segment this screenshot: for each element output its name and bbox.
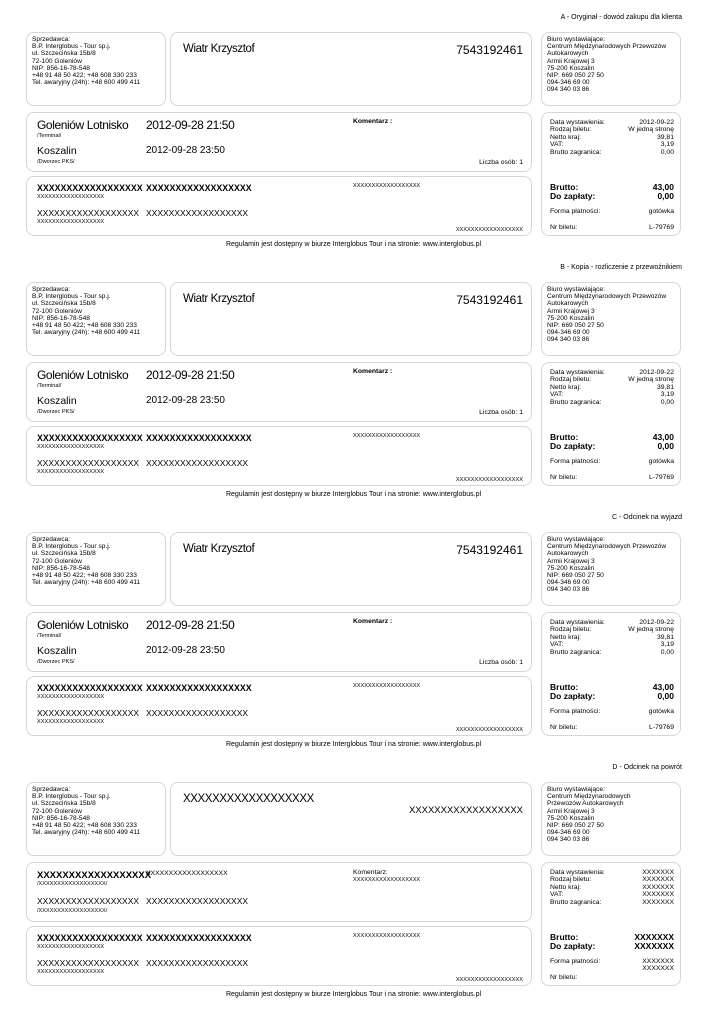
segments-box — [26, 176, 532, 236]
segments-box — [26, 426, 532, 486]
section-header: A - Oryginał - dowód zakupu dla klienta — [560, 14, 682, 21]
segment-1-c: XXXXXXXXXXXXXXXXXX — [353, 933, 421, 939]
segment-2-b: XXXXXXXXXXXXXXXXXX — [146, 208, 249, 218]
info-row — [550, 634, 674, 641]
office-line: 75-200 Koszalin — [547, 564, 595, 572]
info-label: VAT: — [550, 141, 564, 149]
info-label: Brutto zagranica: — [550, 398, 602, 406]
seller-line: B.P. Interglobus - Tour sp.j. — [32, 793, 111, 801]
persons-count: Liczba osób: 1 — [479, 659, 523, 666]
arrival-stop: /XXXXXXXXXXXXXXXXXX/ — [37, 908, 108, 914]
passenger-name: Wiatr Krzysztof — [183, 43, 255, 55]
info-value: XXXXXXX — [642, 869, 674, 876]
info-value: XXXXXXX — [642, 898, 674, 906]
ticket-number-label: Nr biletu: — [550, 724, 578, 731]
office-line: Biuro wystawiające: — [547, 286, 605, 293]
info-row — [550, 891, 674, 898]
departure-datetime: 2012-09-28 21:50 — [146, 618, 235, 632]
segment-1-a: XXXXXXXXXXXXXXXXXX — [37, 933, 143, 943]
ticket-number-row — [550, 724, 674, 731]
info-value: 0,00 — [660, 648, 674, 656]
info-label: Data wystawienia: — [550, 119, 605, 126]
passenger-name: Wiatr Krzysztof — [183, 293, 255, 305]
to-pay-label: Do zapłaty: — [550, 941, 596, 951]
departure-stop: /Terminal/ — [37, 133, 62, 139]
info-label: VAT: — [550, 891, 564, 899]
ticket-section — [0, 16, 724, 266]
terms-footer: Regulamin jest dostępny w biurze Interglobus Tour i na stronie: www.interglobus.pl — [225, 241, 482, 248]
info-label: Data wystawienia: — [550, 369, 605, 376]
departure-city: Goleniów Lotnisko — [37, 368, 129, 382]
segment-1-b: XXXXXXXXXXXXXXXXXX — [146, 433, 252, 443]
ticket-section — [0, 766, 724, 1016]
info-row — [550, 649, 674, 656]
segment-1-c: XXXXXXXXXXXXXXXXXX — [353, 433, 421, 439]
route-box — [26, 362, 532, 422]
office-line: NIP: 669 050 27 50 — [547, 572, 604, 580]
info-value: 0,00 — [660, 148, 674, 156]
info-value: 3,19 — [660, 141, 674, 149]
ticket-code: 7543192461 — [456, 293, 523, 307]
info-value: 39,81 — [656, 133, 674, 141]
office-line: Centrum Międzynarodowych Przewozów — [547, 293, 667, 301]
ticket-code: 7543192461 — [456, 43, 523, 57]
comment-label: Komentarz: — [353, 869, 388, 876]
comment-value: XXXXXXXXXXXXXXXXXX — [353, 877, 421, 883]
to-pay-row — [550, 942, 674, 951]
info-value: 0,00 — [660, 398, 674, 406]
info-value: XXXXXXX — [642, 876, 674, 884]
seller-line: Sprzedawca: — [32, 286, 71, 293]
ticket-number-row — [550, 474, 674, 481]
seller-line: Tel. awaryjny (24h): +48 600 499 411 — [32, 579, 141, 587]
segment-1-b: XXXXXXXXXXXXXXXXXX — [146, 933, 252, 943]
seller-line: ul. Szczecińska 15b/8 — [32, 800, 96, 808]
payment-form-label: Forma płatności: — [550, 458, 601, 465]
info-row — [550, 149, 674, 156]
seller-line: B.P. Interglobus - Tour sp.j. — [32, 543, 111, 551]
segment-1-c: XXXXXXXXXXXXXXXXXX — [353, 183, 421, 189]
segment-2-sub: XXXXXXXXXXXXXXXXXX — [37, 219, 105, 225]
departure-stop: /Terminal/ — [37, 633, 62, 639]
payment-form-value: gotówka — [648, 708, 674, 715]
seller-box — [26, 532, 166, 606]
info-row — [550, 391, 674, 398]
info-row — [550, 376, 674, 383]
to-pay-value: XXXXXXX — [634, 941, 674, 951]
info-value: 2012-09-22 — [639, 119, 674, 126]
info-row — [550, 899, 674, 906]
info-value: W jedną stronę — [628, 376, 674, 384]
ticket-code: XXXXXXXXXXXXXXXXXX — [408, 805, 523, 816]
seller-box — [26, 32, 166, 106]
payment-box — [541, 612, 681, 736]
seller-line: ul. Szczecińska 15b/8 — [32, 550, 96, 558]
payment-form-label: Forma płatności: — [550, 708, 601, 715]
office-line: Centrum Międzynarodowych Przewozów — [547, 543, 667, 551]
issuing-office-box — [541, 532, 681, 606]
office-line: NIP: 669 050 27 50 — [547, 822, 604, 830]
payment-form-label: Forma płatności: — [550, 958, 601, 965]
departure-city: Goleniów Lotnisko — [37, 618, 129, 632]
arrival-datetime: 2012-09-28 23:50 — [146, 645, 225, 656]
info-value: XXXXXXX — [642, 883, 674, 891]
office-line: Autokarowych — [547, 300, 589, 308]
passenger-box — [170, 782, 532, 856]
departure-city: XXXXXXXXXXXXXXXXXX — [37, 870, 152, 881]
segment-2-b: XXXXXXXXXXXXXXXXXX — [146, 708, 249, 718]
to-pay-row — [550, 692, 674, 701]
route-box — [26, 612, 532, 672]
info-row — [550, 641, 674, 648]
office-line: Autokarowych — [547, 50, 589, 58]
payment-form-row — [550, 958, 674, 973]
info-value: 2012-09-22 — [639, 619, 674, 626]
departure-stop: /XXXXXXXXXXXXXXXXXX/ — [37, 881, 108, 887]
ticket-number-label: Nr biletu: — [550, 224, 578, 231]
passenger-name: XXXXXXXXXXXXXXXXXX — [183, 793, 314, 805]
payment-form-row — [550, 208, 674, 215]
office-line: 75-200 Koszalin — [547, 814, 595, 822]
seller-box — [26, 282, 166, 356]
office-line: Armii Krajowej 3 — [547, 807, 595, 815]
brutto-value: XXXXXXX — [634, 932, 674, 942]
segment-2-b: XXXXXXXXXXXXXXXXXX — [146, 458, 249, 468]
arrival-city: Koszalin — [37, 145, 77, 157]
payment-form-row — [550, 458, 674, 465]
office-line: Armii Krajowej 3 — [547, 307, 595, 315]
segment-1-a: XXXXXXXXXXXXXXXXXX — [37, 683, 143, 693]
ticket-section — [0, 516, 724, 766]
ticket-number-row — [550, 224, 674, 231]
payment-box — [541, 362, 681, 486]
office-line: Centrum Międzynarodowych — [547, 793, 631, 801]
info-value: 3,19 — [660, 641, 674, 649]
office-line: 094 340 03 86 — [547, 836, 590, 844]
info-label: Netto kraj: — [550, 133, 581, 141]
passenger-box — [170, 32, 532, 106]
segments-box — [26, 926, 532, 986]
office-line: Biuro wystawiające: — [547, 36, 605, 43]
payment-form-label: Forma płatności: — [550, 208, 601, 215]
seller-line: ul. Szczecińska 15b/8 — [32, 50, 96, 58]
departure-city: Goleniów Lotnisko — [37, 118, 129, 132]
info-value: 39,81 — [656, 383, 674, 391]
brutto-label: Brutto: — [550, 682, 579, 692]
passenger-box — [170, 532, 532, 606]
to-pay-row — [550, 192, 674, 201]
info-value: W jedną stronę — [628, 626, 674, 634]
info-label: Brutto zagranica: — [550, 898, 602, 906]
segment-2-sub: XXXXXXXXXXXXXXXXXX — [37, 719, 105, 725]
office-line: 094-346 69 00 — [547, 329, 590, 337]
seller-line: B.P. Interglobus - Tour sp.j. — [32, 43, 111, 51]
segment-1-sub: XXXXXXXXXXXXXXXXXX — [37, 444, 105, 450]
info-label: Brutto zagranica: — [550, 648, 602, 656]
ticket-number-label: Nr biletu: — [550, 974, 578, 981]
ticket-number-value: L-79769 — [649, 224, 674, 231]
seller-line: +48 91 48 50 422; +48 608 330 233 — [32, 322, 137, 330]
payment-form-value: XXXXXXX XXXXXXX — [642, 958, 674, 973]
office-line: 094-346 69 00 — [547, 829, 590, 837]
seller-line: +48 91 48 50 422; +48 608 330 233 — [32, 822, 137, 830]
info-label: Netto kraj: — [550, 883, 581, 891]
to-pay-label: Do zapłaty: — [550, 191, 596, 201]
office-line: NIP: 669 050 27 50 — [547, 322, 604, 330]
to-pay-label: Do zapłaty: — [550, 441, 596, 451]
arrival-stop: /Dworzec PKS/ — [37, 659, 75, 665]
arrival-stop: /Dworzec PKS/ — [37, 159, 75, 165]
seller-line: +48 91 48 50 422; +48 608 330 233 — [32, 72, 137, 80]
info-label: Netto kraj: — [550, 383, 581, 391]
departure-datetime: XXXXXXXXXXXXXXXXXX — [146, 870, 228, 877]
info-label: Rodzaj biletu: — [550, 626, 592, 634]
office-line: NIP: 669 050 27 50 — [547, 72, 604, 80]
office-line: Biuro wystawiające: — [547, 786, 605, 793]
ticket-number-value: L-79769 — [649, 474, 674, 481]
arrival-city: Koszalin — [37, 645, 77, 657]
seller-line: Sprzedawca: — [32, 536, 71, 543]
payment-box — [541, 112, 681, 236]
segment-1-sub: XXXXXXXXXXXXXXXXXX — [37, 194, 105, 200]
segment-2-c: XXXXXXXXXXXXXXXXXX — [455, 977, 523, 983]
seller-line: 72-100 Goleniów — [32, 557, 82, 565]
info-row — [550, 876, 674, 883]
office-line: 094-346 69 00 — [547, 79, 590, 87]
seller-line: +48 91 48 50 422; +48 608 330 233 — [32, 572, 137, 580]
seller-line: ul. Szczecińska 15b/8 — [32, 300, 96, 308]
brutto-value: 43,00 — [652, 182, 674, 192]
to-pay-value: 0,00 — [657, 441, 674, 451]
ticket-number-row — [550, 974, 674, 981]
info-label: Rodzaj biletu: — [550, 126, 592, 134]
segment-2-a: XXXXXXXXXXXXXXXXXX — [37, 958, 140, 968]
ticket-number-label: Nr biletu: — [550, 474, 578, 481]
office-line: Centrum Międzynarodowych Przewozów — [547, 43, 667, 51]
section-header: D - Odcinek na powrót — [612, 764, 682, 771]
info-label: VAT: — [550, 391, 564, 399]
section-header: B - Kopia - rozliczenie z przewoźnikiem — [560, 264, 682, 271]
departure-datetime: 2012-09-28 21:50 — [146, 118, 235, 132]
brutto-value: 43,00 — [652, 432, 674, 442]
segment-1-sub: XXXXXXXXXXXXXXXXXX — [37, 694, 105, 700]
seller-line: NIP: 856-16-78-548 — [32, 314, 90, 322]
payment-form-row — [550, 708, 674, 715]
office-line: 094-346 69 00 — [547, 579, 590, 587]
segment-2-a: XXXXXXXXXXXXXXXXXX — [37, 458, 140, 468]
office-line: 094 340 03 86 — [547, 586, 590, 594]
issuing-office-box — [541, 32, 681, 106]
seller-line: Tel. awaryjny (24h): +48 600 499 411 — [32, 829, 141, 837]
info-row — [550, 884, 674, 891]
seller-box — [26, 782, 166, 856]
info-row — [550, 619, 674, 626]
terms-footer: Regulamin jest dostępny w biurze Interglobus Tour i na stronie: www.interglobus.pl — [225, 991, 482, 998]
info-value: XXXXXXX — [642, 891, 674, 899]
passenger-name: Wiatr Krzysztof — [183, 543, 255, 555]
ticket-code: 7543192461 — [456, 543, 523, 557]
info-row — [550, 384, 674, 391]
info-row — [550, 399, 674, 406]
seller-line: NIP: 856-16-78-548 — [32, 64, 90, 72]
segment-2-b: XXXXXXXXXXXXXXXXXX — [146, 958, 249, 968]
seller-line: 72-100 Goleniów — [32, 57, 82, 65]
route-box — [26, 112, 532, 172]
segment-1-sub: XXXXXXXXXXXXXXXXXX — [37, 944, 105, 950]
arrival-city: Koszalin — [37, 395, 77, 407]
arrival-city: XXXXXXXXXXXXXXXXXX — [37, 896, 140, 906]
to-pay-label: Do zapłaty: — [550, 691, 596, 701]
section-header: C - Odcinek na wyjazd — [611, 514, 682, 521]
segment-1-c: XXXXXXXXXXXXXXXXXX — [353, 683, 421, 689]
info-value: 2012-09-22 — [639, 369, 674, 376]
office-line: Autokarowych — [547, 550, 589, 558]
issuing-office-box — [541, 282, 681, 356]
info-value: W jedną stronę — [628, 126, 674, 134]
info-label: VAT: — [550, 641, 564, 649]
seller-line: Sprzedawca: — [32, 786, 71, 793]
brutto-label: Brutto: — [550, 432, 579, 442]
arrival-datetime: 2012-09-28 23:50 — [146, 145, 225, 156]
segment-2-sub: XXXXXXXXXXXXXXXXXX — [37, 469, 105, 475]
terms-footer: Regulamin jest dostępny w biurze Interglobus Tour i na stronie: www.interglobus.pl — [225, 491, 482, 498]
info-label: Data wystawienia: — [550, 619, 605, 626]
to-pay-value: 0,00 — [657, 191, 674, 201]
info-row — [550, 134, 674, 141]
segments-box — [26, 676, 532, 736]
office-line: Armii Krajowej 3 — [547, 57, 595, 65]
segment-2-c: XXXXXXXXXXXXXXXXXX — [455, 477, 523, 483]
seller-line: NIP: 856-16-78-548 — [32, 564, 90, 572]
route-box — [26, 862, 532, 922]
payment-box — [541, 862, 681, 986]
seller-line: Tel. awaryjny (24h): +48 600 499 411 — [32, 79, 141, 87]
info-label: Data wystawienia: — [550, 869, 605, 876]
brutto-label: Brutto: — [550, 182, 579, 192]
departure-datetime: 2012-09-28 21:50 — [146, 368, 235, 382]
info-row — [550, 369, 674, 376]
comment-label: Komentarz : — [353, 618, 393, 625]
info-label: Netto kraj: — [550, 633, 581, 641]
ticket-section — [0, 266, 724, 516]
arrival-datetime: 2012-09-28 23:50 — [146, 395, 225, 406]
payment-form-value: gotówka — [648, 208, 674, 215]
segment-1-b: XXXXXXXXXXXXXXXXXX — [146, 183, 252, 193]
issuing-office-box — [541, 782, 681, 856]
seller-line: Sprzedawca: — [32, 36, 71, 43]
info-label: Rodzaj biletu: — [550, 376, 592, 384]
office-line: Armii Krajowej 3 — [547, 557, 595, 565]
payment-form-value: gotówka — [648, 458, 674, 465]
segment-2-c: XXXXXXXXXXXXXXXXXX — [455, 727, 523, 733]
seller-line: 72-100 Goleniów — [32, 807, 82, 815]
office-line: 75-200 Koszalin — [547, 64, 595, 72]
segment-2-c: XXXXXXXXXXXXXXXXXX — [455, 227, 523, 233]
office-line: Biuro wystawiające: — [547, 536, 605, 543]
passenger-box — [170, 282, 532, 356]
seller-line: 72-100 Goleniów — [32, 307, 82, 315]
segment-1-a: XXXXXXXXXXXXXXXXXX — [37, 433, 143, 443]
seller-line: Tel. awaryjny (24h): +48 600 499 411 — [32, 329, 141, 337]
segment-2-sub: XXXXXXXXXXXXXXXXXX — [37, 969, 105, 975]
segment-2-a: XXXXXXXXXXXXXXXXXX — [37, 708, 140, 718]
brutto-value: 43,00 — [652, 682, 674, 692]
persons-count: Liczba osób: 1 — [479, 159, 523, 166]
brutto-label: Brutto: — [550, 932, 579, 942]
info-row — [550, 119, 674, 126]
ticket-number-value: L-79769 — [649, 724, 674, 731]
arrival-datetime: XXXXXXXXXXXXXXXXXX — [146, 896, 249, 906]
seller-line: NIP: 856-16-78-548 — [32, 814, 90, 822]
departure-stop: /Terminal/ — [37, 383, 62, 389]
info-label: Brutto zagranica: — [550, 148, 602, 156]
to-pay-value: 0,00 — [657, 691, 674, 701]
terms-footer: Regulamin jest dostępny w biurze Interglobus Tour i na stronie: www.interglobus.pl — [225, 741, 482, 748]
persons-count: Liczba osób: 1 — [479, 409, 523, 416]
info-row — [550, 141, 674, 148]
office-line: 094 340 03 86 — [547, 336, 590, 344]
office-line: Przewozów Autokarowych — [547, 800, 624, 808]
office-line: 75-200 Koszalin — [547, 314, 595, 322]
office-line: 094 340 03 86 — [547, 86, 590, 94]
to-pay-row — [550, 442, 674, 451]
comment-label: Komentarz : — [353, 118, 393, 125]
info-label: Rodzaj biletu: — [550, 876, 592, 884]
info-row — [550, 126, 674, 133]
segment-2-a: XXXXXXXXXXXXXXXXXX — [37, 208, 140, 218]
info-value: 3,19 — [660, 391, 674, 399]
seller-line: B.P. Interglobus - Tour sp.j. — [32, 293, 111, 301]
segment-1-a: XXXXXXXXXXXXXXXXXX — [37, 183, 143, 193]
info-row — [550, 626, 674, 633]
comment-label: Komentarz : — [353, 368, 393, 375]
segment-1-b: XXXXXXXXXXXXXXXXXX — [146, 683, 252, 693]
info-row — [550, 869, 674, 876]
info-value: 39,81 — [656, 633, 674, 641]
arrival-stop: /Dworzec PKS/ — [37, 409, 75, 415]
